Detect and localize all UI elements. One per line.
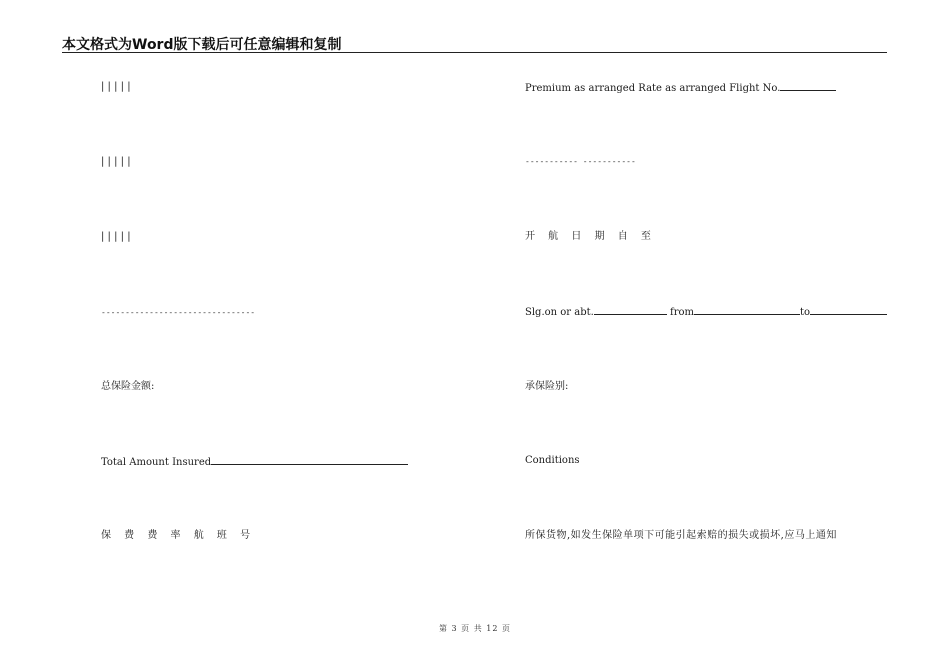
total-amount-insured-blank: [211, 455, 408, 465]
left-dashed-rule: --------------------------------: [101, 308, 256, 317]
sailing-on-label: Slg.on or abt.: [525, 307, 594, 318]
claim-notice-text: 所保货物,如发生保险单项下可能引起索赔的损失或损坏,应马上通知: [525, 530, 837, 541]
from-label: from: [670, 307, 694, 318]
left-table-row-2: | | | | |: [101, 156, 131, 167]
premium-rate-flight-line: [525, 81, 836, 95]
sailing-date-blank: [594, 305, 667, 315]
header-divider: [62, 52, 887, 53]
coverage-label-cn: 承保险别:: [525, 381, 569, 392]
total-amount-insured-label: Total Amount Insured: [101, 457, 212, 468]
total-amount-insured-line: [101, 455, 408, 469]
premium-rate-flight-label-cn: 保 费 费 率 航 班 号: [101, 530, 256, 541]
total-amount-label-cn: 总保险金额:: [101, 381, 155, 392]
left-table-row-3: | | | | |: [101, 231, 131, 242]
right-dashed-rule: ----------- -----------: [525, 157, 636, 166]
left-table-row-1: | | | | |: [101, 81, 131, 92]
to-blank: [810, 305, 887, 315]
page-number-footer: 第 3 页 共 12 页: [439, 624, 511, 633]
sailing-date-label-cn: 开 航 日 期 自 至: [525, 231, 656, 242]
to-label: to: [799, 307, 811, 318]
document-header-title: 本文格式为Word版下载后可任意编辑和复制: [62, 37, 342, 53]
sailing-date-line: [525, 305, 887, 319]
flight-no-blank: [780, 81, 836, 91]
from-blank: [694, 305, 800, 315]
conditions-label: Conditions: [525, 455, 580, 466]
premium-rate-flight-label: Premium as arranged Rate as arranged Flight No.: [525, 83, 781, 94]
